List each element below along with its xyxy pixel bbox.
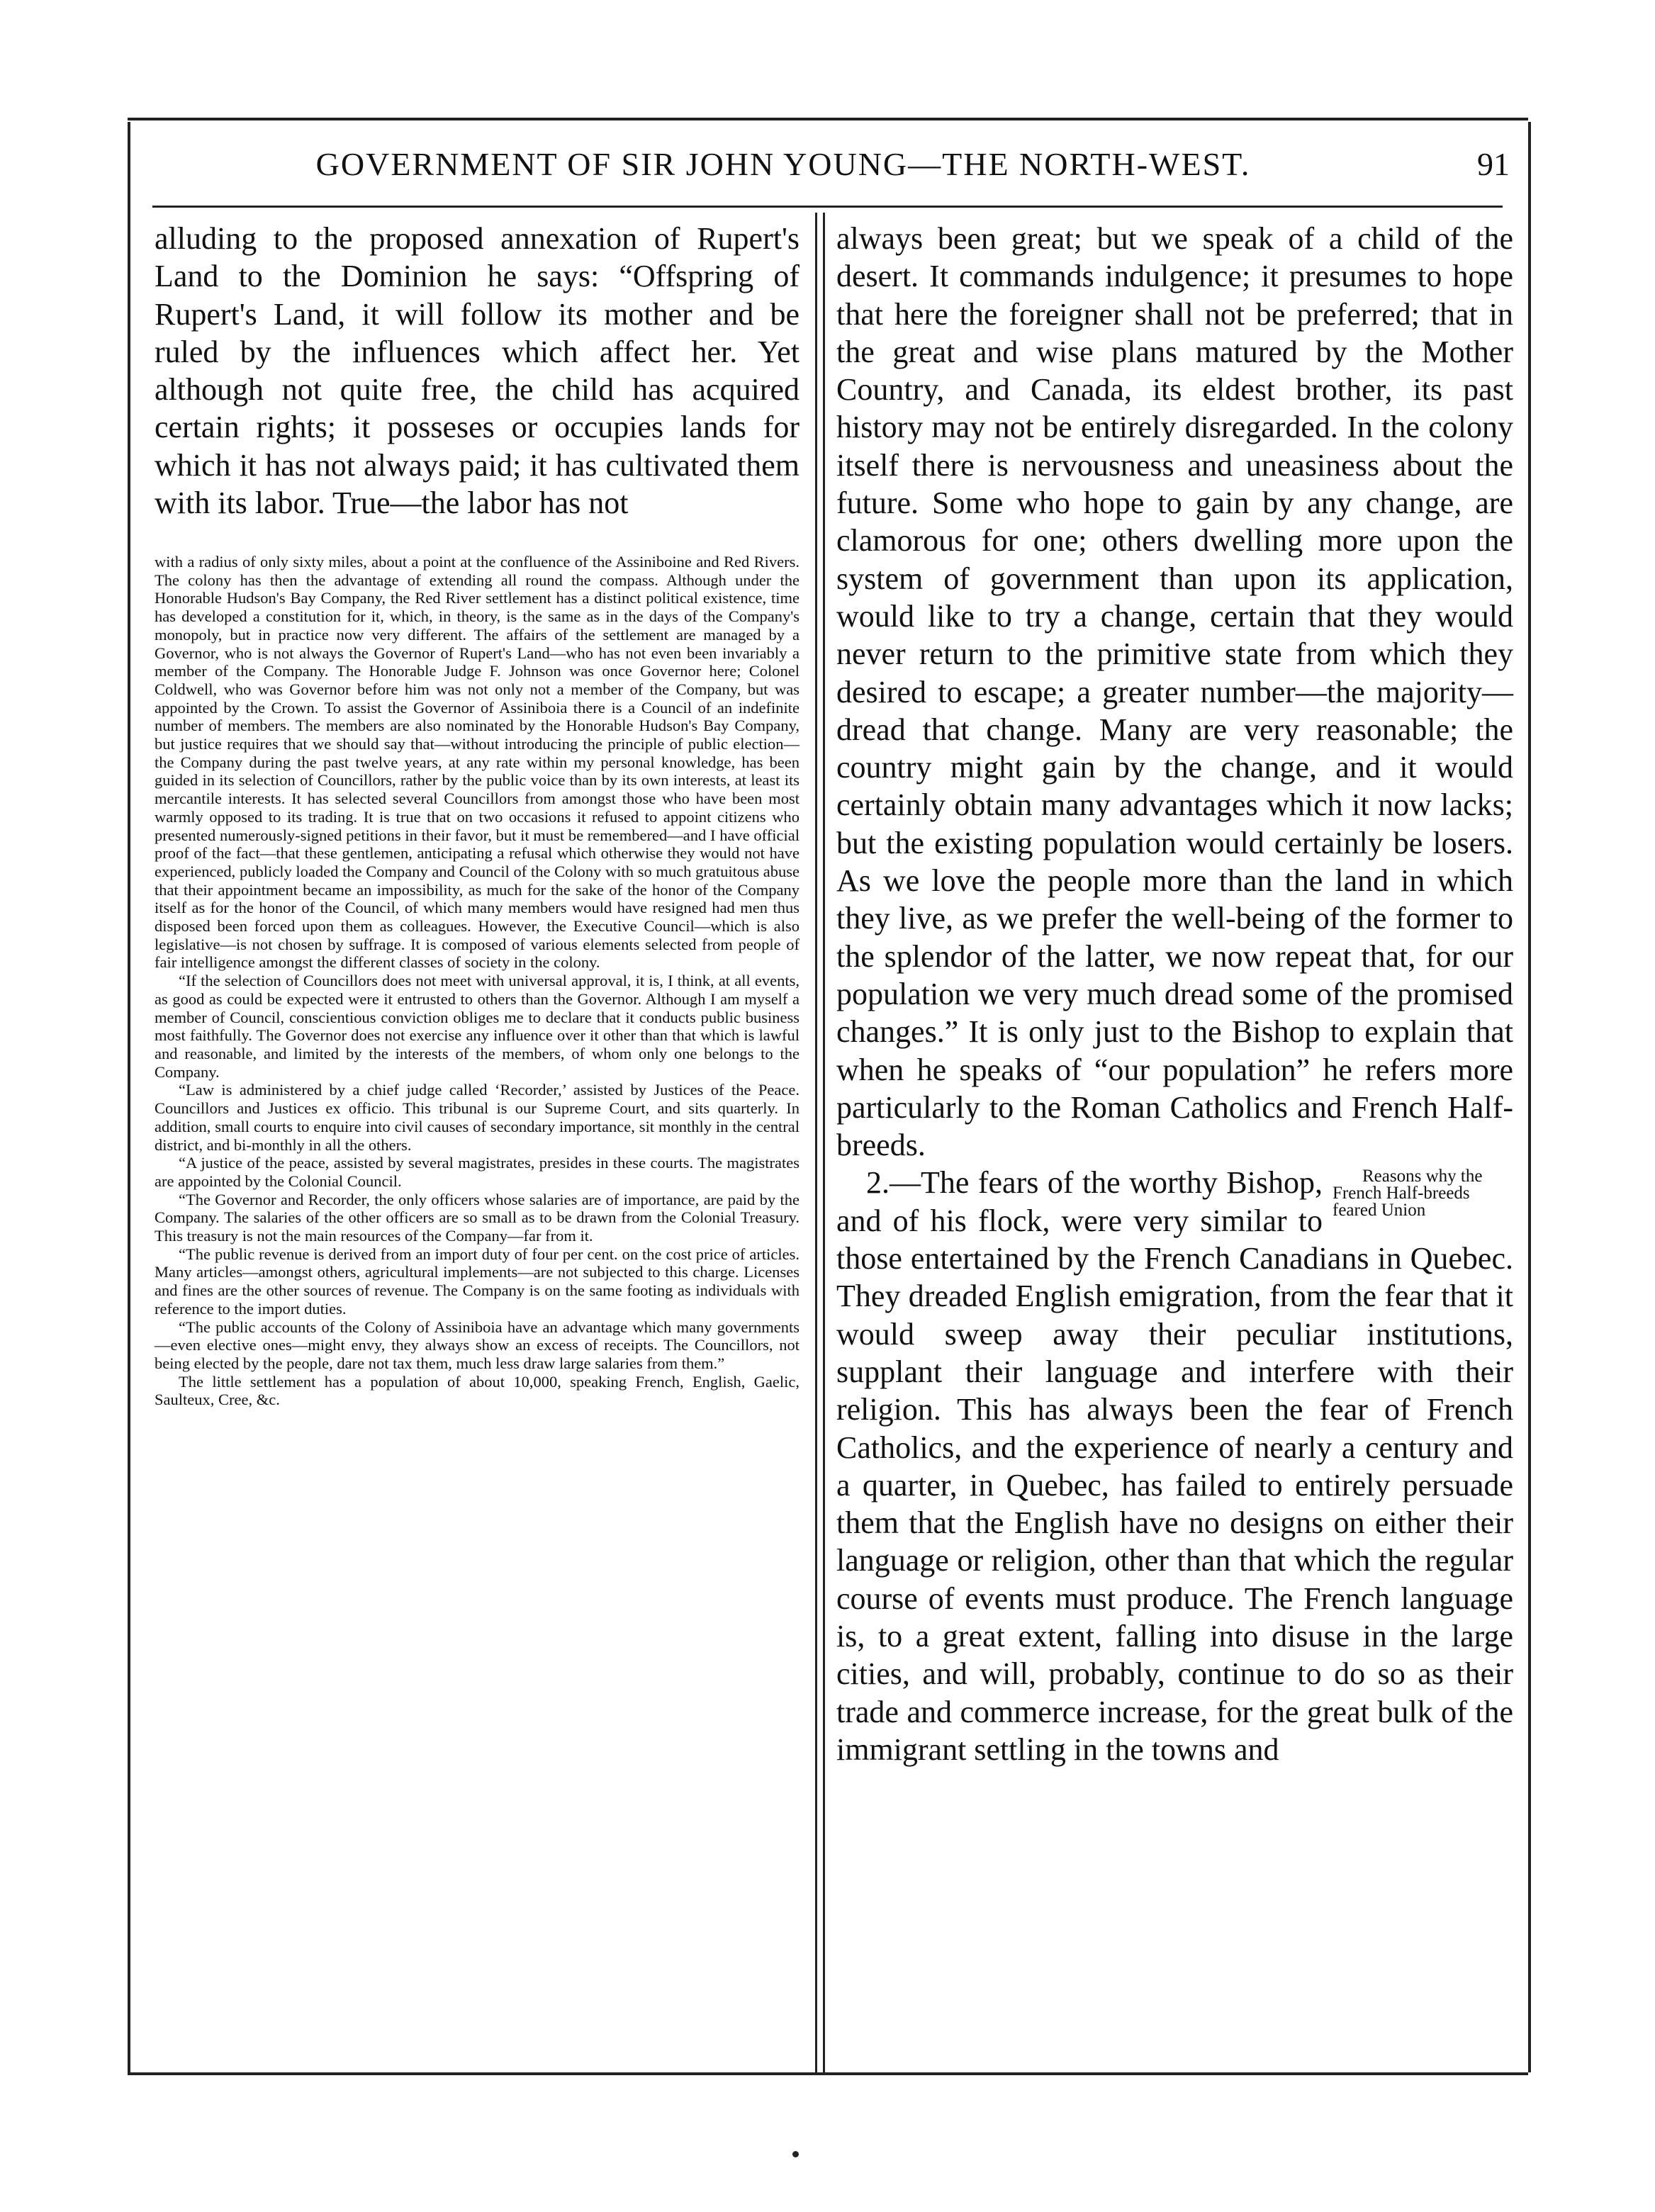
footnote-paragraph: “If the selection of Councillors does not meet with universal approval, it is, I think, at all events, as good as could be expected were it entrusted to others than the Governor. Although I am myself a member of Council, conscientious conviction obliges me to declare that it conducts public business most faithfully. The Governor does not exercise any influence over it other than that which is lawful and reasonable, and limited by the interests of the members, of whom only one belongs to the Company. bbox=[155, 972, 800, 1081]
header-rule bbox=[152, 206, 1503, 208]
page-number: 91 bbox=[1477, 146, 1510, 182]
page-frame-bottom-rule bbox=[128, 2072, 1528, 2075]
running-title: GOVERNMENT OF SIR JOHN YOUNG—THE NORTH-WEST. bbox=[315, 146, 1251, 182]
footnote-paragraph: “Law is administered by a chief judge called ‘Recorder,’ assisted by Justices of the Peace. Councillors and Justices ex officio. This tribunal is our Supreme Court, and sits quarterly. In addition, small courts to enquire into civil causes of secondary importance, sit monthly in the central district, and bi-monthly in all the others. bbox=[155, 1081, 800, 1154]
right-column bbox=[836, 220, 1513, 1768]
column-divider bbox=[815, 213, 825, 2072]
page-frame-top-rule bbox=[128, 118, 1528, 120]
right-paragraph-2-text: 2.—The fears of the worthy Bishop, and of his flock, were very similar to those entertained by the French Canadians in Quebec. They dreaded English emigration, from the fear that it would sweep away their peculiar institutions, supplant their language and interfere with their religion. This has always been the fear of French Catholics, and the experience of nearly a century and a quarter, in Quebec, has failed to entirely persuade them that the English have no designs on either their language or religion, other than that which the regular course of events must produce. The French language is, to a great extent, falling into disuse in the large cities, and will, probably, continue to do so as their trade and commerce increase, for the great bulk of the immigrant settling in the towns and bbox=[836, 1165, 1513, 1767]
bottom-dot bbox=[792, 2151, 799, 2157]
right-paragraph-2 bbox=[836, 1164, 1513, 1768]
footnote-block bbox=[155, 553, 800, 1409]
footnote-paragraph: “A justice of the peace, assisted by several magistrates, presides in these courts. The magistrates are appointed by the Colonial Council. bbox=[155, 1154, 800, 1190]
footnote-paragraph: “The public accounts of the Colony of Assiniboia have an advantage which many governments—even elective ones—might envy, they always show an excess of receipts. The Councillors, not being elected by the people, dare not tax them, much less draw large salaries from them.” bbox=[155, 1318, 800, 1372]
footnote-paragraph: “The Governor and Recorder, the only officers whose salaries are of importance, are paid by the Company. The salaries of the other officers are so small as to be drawn from the Colonial Treasury. This treasury is not the main resources of the Company—far from it. bbox=[155, 1190, 800, 1245]
footnote-paragraph: with a radius of only sixty miles, about a point at the confluence of the Assiniboine and Red Rivers. The colony has then the advantage of extending all round the compass. Although under the Honorable Hudson's Bay Company, the Red River settlement has a distinct political existence, time has developed a constitution for it, which, in theory, is the same as in the days of the Company's monopoly, but in practice now very different. The affairs of the settlement are managed by a Governor, who is not always the Governor of Rupert's Land—who has not even been invariably a member of the Company. The Honorable Judge F. Johnson was once Governor here; Colonel Coldwell, who was Governor before him was not only not a member of the Company, but was appointed by the Crown. To assist the Governor of Assiniboia there is a Council of an indefinite number of members. The members are also nominated by the Honorable Hudson's Bay Company, but justice requires that we should say that—without introducing the principle of public election—the Company during the past twelve years, at any rate within my personal knowledge, has been guided in its selection of Councillors, rather by the public voice than by its own interests, at least its mercantile interests. It has selected several Councillors from amongst those who have been most warmly opposed to its trading. It is true that on two occasions it refused to appoint citizens who presented numerously-signed petitions in their favor, but it must be remembered—and I have official proof of the fact—that these gentlemen, anticipating a refusal which otherwise they would not have experienced, publicly loaded the Company and Council of the Colony with so much gratuitous abuse that their appointment became an impossibility, as much for the sake of the honor of the Company itself as for the honor of the Council, of which many members would have resigned had men thus disposed been forced upon them as colleagues. However, the Executive Council—which is also legislative—is not chosen by suffrage. It is composed of various elements selected from people of fair intelligence amongst the different classes of society in the colony. bbox=[155, 553, 800, 972]
running-header bbox=[142, 145, 1510, 195]
footnote-paragraph: The little settlement has a population of about 10,000, speaking French, English, Gaelic, Saulteux, Cree, &c. bbox=[155, 1372, 800, 1409]
left-column-text: alluding to the proposed annexation of Rupert's Land to the Dominion he says: “Offspring of Rupert's Land, it will follow its mother and be ruled by the influences which affect her. Yet although not quite free, the child has acquired certain rights; it posseses or occupies lands for which it has not always paid; it has cultivated them with its labor. True—the labor has not bbox=[155, 221, 800, 521]
footnote-paragraph: “The public revenue is derived from an import duty of four per cent. on the cost price of articles. Many articles—amongst others, agricultural implements—are not subjected to this charge. Licenses and fines are the other sources of revenue. The Company is on the same footing as individuals with reference to the import duties. bbox=[155, 1245, 800, 1318]
right-paragraph-1: always been great; but we speak of a child of the desert. It commands indulgence; it presumes to hope that here the foreigner shall not be preferred; that in the great and wise plans matured by the Mother Country, and Canada, its eldest brother, its past history may not be entirely disregarded. In the colony itself there is nervousness and uneasiness about the future. Some who hope to gain by any change, are clamorous for one; others dwelling more upon the system of government than upon its application, would like to try a change, certain that they would never return to the primitive state from which they desired to escape; a greater number—the majority—dread that change. Many are very reasonable; the country might gain by the change, and it would certainly obtain many advantages which it now lacks; but the existing population would certainly be losers. As we love the people more than the land in which they live, as we prefer the well-being of the former to the splendor of the latter, we now repeat that, for our population we very much dread some of the promised changes.” It is only just to the Bishop to explain that when he speaks of “our population” he refers more particularly to the Roman Catholics and French Half-breeds. bbox=[836, 221, 1513, 1163]
left-column bbox=[155, 220, 800, 522]
margin-note: Reasons why the French Half-breeds feared Union bbox=[1333, 1167, 1483, 1220]
